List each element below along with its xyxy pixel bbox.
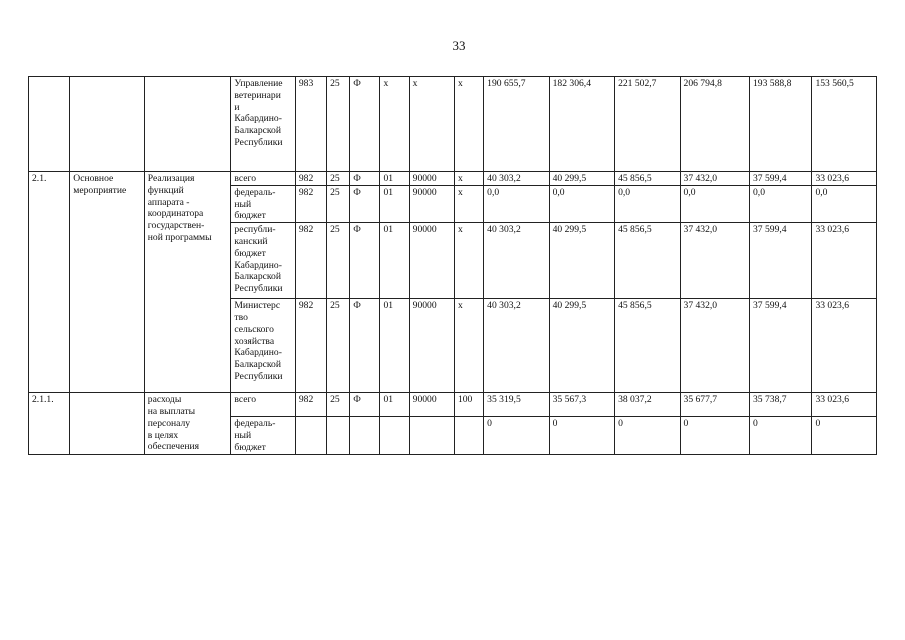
executor-cell: [231, 393, 295, 417]
value-cell: 0: [812, 417, 877, 454]
executor-cell-line: ный: [234, 429, 252, 441]
value-cell: 40 299,5: [549, 172, 614, 186]
executor-cell-line: Балкарской: [234, 125, 281, 137]
code-cell: Ф: [350, 172, 380, 186]
code-cell: 25: [327, 299, 350, 393]
value-cell: 153 560,5: [812, 77, 877, 172]
value-cell: 40 303,2: [484, 299, 549, 393]
value-cell: 33 023,6: [812, 223, 877, 299]
code-cell: 01: [380, 172, 409, 186]
code-cell: 982: [295, 299, 326, 393]
code-cell: [380, 417, 409, 454]
executor-cell-line: Министерс: [234, 300, 281, 312]
executor-cell-line: федераль-: [234, 418, 276, 430]
executor-cell-line: Республики: [234, 283, 283, 295]
value-cell: 33 023,6: [812, 299, 877, 393]
page-number: 33: [452, 38, 466, 53]
executor-cell-line: Кабардино-: [234, 113, 282, 125]
number-cell: 2.1.: [29, 172, 70, 393]
value-cell: 0: [680, 417, 749, 454]
code-cell: х: [454, 223, 483, 299]
value-cell: 45 856,5: [615, 172, 680, 186]
code-cell: 982: [295, 393, 326, 417]
code-cell: 90000: [409, 185, 454, 222]
executor-cell-line: канский: [234, 235, 268, 247]
executor-cell-line: Кабардино-: [234, 259, 282, 271]
code-cell: 01: [380, 393, 409, 417]
code-cell: 25: [327, 185, 350, 222]
executor-cell-line: федераль-: [234, 186, 276, 198]
value-cell: 0,0: [680, 185, 749, 222]
value-cell: 40 299,5: [549, 223, 614, 299]
code-cell: Ф: [350, 77, 380, 172]
value-cell: 190 655,7: [484, 77, 549, 172]
name-cell-line: обеспечения: [147, 441, 200, 453]
code-cell: 90000: [409, 172, 454, 186]
name-cell-line: на выплаты: [147, 405, 196, 417]
value-cell: 40 303,2: [484, 172, 549, 186]
number-cell: 2.1.1.: [29, 393, 70, 454]
value-cell: 206 794,8: [680, 77, 749, 172]
value-cell: 37 599,4: [750, 172, 812, 186]
code-cell: х: [454, 299, 483, 393]
code-cell: х: [380, 77, 409, 172]
code-cell: 01: [380, 185, 409, 222]
executor-cell: [231, 417, 295, 454]
executor-cell: [231, 172, 295, 186]
value-cell: 182 306,4: [549, 77, 614, 172]
executor-cell-line: Балкарской: [234, 359, 281, 371]
executor-cell-line: всего: [234, 173, 257, 184]
code-cell: 90000: [409, 393, 454, 417]
code-cell: 100: [454, 393, 483, 417]
number-cell: [29, 77, 70, 172]
value-cell: 37 432,0: [680, 172, 749, 186]
value-cell: 45 856,5: [615, 299, 680, 393]
code-cell: Ф: [350, 223, 380, 299]
table-row: [29, 77, 877, 172]
code-cell: 982: [295, 172, 326, 186]
value-cell: 33 023,6: [812, 172, 877, 186]
value-cell: 38 037,2: [615, 393, 680, 417]
executor-cell-line: сельского: [234, 323, 274, 335]
value-cell: 40 299,5: [549, 299, 614, 393]
executor-cell-line: ный: [234, 198, 252, 210]
executor-cell: [231, 77, 295, 172]
name-cell-line: расходы: [147, 394, 182, 406]
name-cell-line: в целях: [147, 429, 179, 441]
code-cell: [350, 417, 380, 454]
executor-cell-line: Республики: [234, 136, 283, 148]
value-cell: 0,0: [615, 185, 680, 222]
code-cell: х: [409, 77, 454, 172]
name-cell-line: аппарата -: [147, 196, 190, 208]
name-cell-line: координатора: [147, 208, 204, 220]
status-cell-line: мероприятие: [73, 184, 127, 196]
code-cell: 25: [327, 393, 350, 417]
value-cell: 37 599,4: [750, 223, 812, 299]
name-cell-line: персоналу: [147, 417, 191, 429]
value-cell: 0: [615, 417, 680, 454]
code-cell: [327, 417, 350, 454]
value-cell: 40 303,2: [484, 223, 549, 299]
value-cell: 221 502,7: [615, 77, 680, 172]
executor-cell-line: хозяйства: [234, 335, 275, 347]
value-cell: 0,0: [549, 185, 614, 222]
executor-cell: [231, 223, 295, 299]
value-cell: 45 856,5: [615, 223, 680, 299]
table-row: [29, 172, 877, 186]
code-cell: Ф: [350, 299, 380, 393]
executor-cell-line: всего: [234, 394, 257, 406]
value-cell: 0,0: [812, 185, 877, 222]
code-cell: [409, 417, 454, 454]
status-cell: [70, 393, 145, 454]
status-cell: [70, 77, 145, 172]
code-cell: 01: [380, 223, 409, 299]
code-cell: [295, 417, 326, 454]
code-cell: 90000: [409, 299, 454, 393]
name-cell-line: государствен-: [147, 220, 205, 232]
budget-table: [28, 76, 877, 455]
executor-cell-line: тво: [234, 311, 248, 323]
code-cell: 983: [295, 77, 326, 172]
executor-cell: [231, 299, 295, 393]
executor-cell-line: Управление: [234, 78, 283, 89]
code-cell: 25: [327, 77, 350, 172]
value-cell: 193 588,8: [750, 77, 812, 172]
executor-cell-line: ветеринари: [234, 89, 281, 101]
code-cell: х: [454, 77, 483, 172]
code-cell: 90000: [409, 223, 454, 299]
executor-cell-line: Балкарской: [234, 271, 281, 283]
value-cell: 37 432,0: [680, 223, 749, 299]
executor-cell-line: Республики: [234, 370, 283, 382]
value-cell: 37 599,4: [750, 299, 812, 393]
value-cell: 35 738,7: [750, 393, 812, 417]
value-cell: 35 319,5: [484, 393, 549, 417]
value-cell: 0: [750, 417, 812, 454]
value-cell: 35 677,7: [680, 393, 749, 417]
code-cell: х: [454, 185, 483, 222]
executor-cell-line: бюджет: [234, 247, 266, 259]
status-cell: [70, 172, 145, 393]
code-cell: х: [454, 172, 483, 186]
executor-cell-line: бюджет: [234, 210, 266, 222]
name-cell: [144, 77, 231, 172]
code-cell: [454, 417, 483, 454]
table-row: [29, 393, 877, 417]
name-cell: [144, 172, 231, 393]
code-cell: 25: [327, 172, 350, 186]
code-cell: Ф: [350, 185, 380, 222]
value-cell: 0,0: [750, 185, 812, 222]
code-cell: 01: [380, 299, 409, 393]
name-cell-line: ной программы: [147, 231, 212, 243]
name-cell: [144, 393, 231, 454]
code-cell: Ф: [350, 393, 380, 417]
value-cell: 0: [549, 417, 614, 454]
status-cell-line: Основное: [73, 173, 114, 184]
value-cell: 37 432,0: [680, 299, 749, 393]
executor-cell-line: Кабардино-: [234, 347, 282, 359]
value-cell: 0,0: [484, 185, 549, 222]
executor-cell-line: республи-: [234, 224, 276, 236]
executor-cell: [231, 185, 295, 222]
code-cell: 982: [295, 185, 326, 222]
code-cell: 25: [327, 223, 350, 299]
name-cell-line: Реализация: [147, 173, 195, 184]
value-cell: 0: [484, 417, 549, 454]
name-cell-line: функций: [147, 184, 184, 196]
executor-cell-line: бюджет: [234, 441, 266, 453]
value-cell: 33 023,6: [812, 393, 877, 417]
code-cell: 982: [295, 223, 326, 299]
executor-cell-line: и: [234, 101, 240, 113]
value-cell: 35 567,3: [549, 393, 614, 417]
